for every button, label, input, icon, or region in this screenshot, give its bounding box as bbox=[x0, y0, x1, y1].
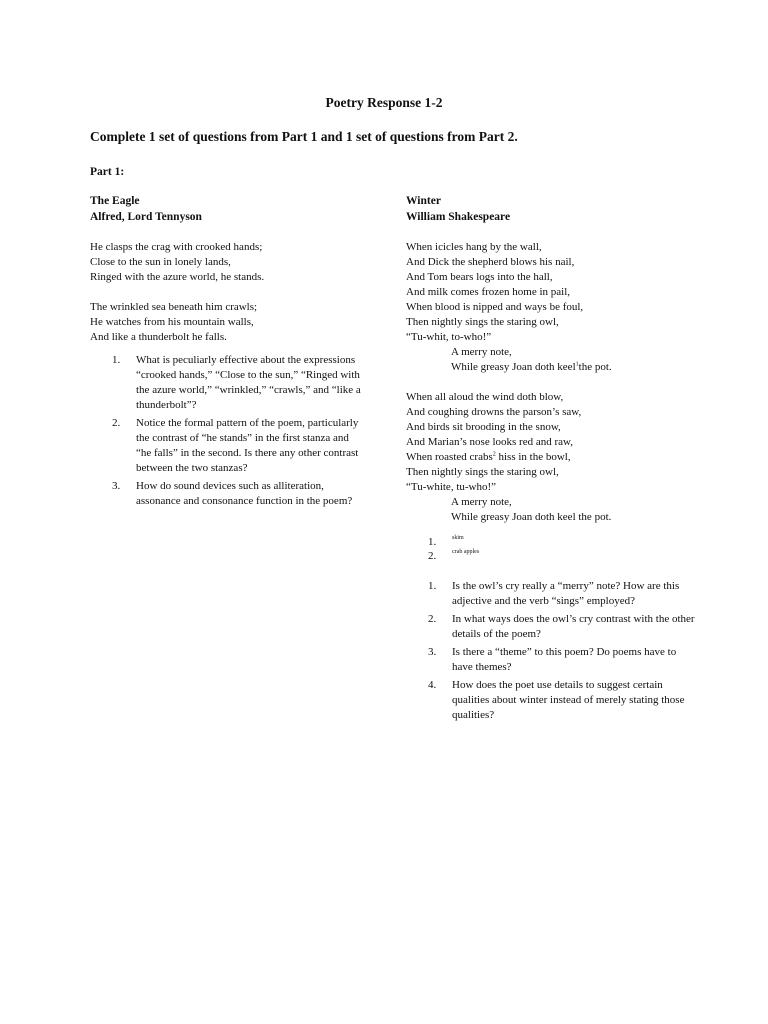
poem-line: Close to the sun in lonely lands, bbox=[90, 256, 231, 268]
poem-line: He clasps the crag with crooked hands; bbox=[90, 241, 263, 253]
footnote bbox=[406, 549, 696, 563]
footnote-marker: 2 bbox=[492, 451, 496, 458]
eagle-column bbox=[90, 193, 380, 512]
poem-line: When blood is nipped and ways be foul, bbox=[406, 301, 584, 313]
question-text: What is peculiarly effective about the expressions “crooked hands,” “Close to the sun,” “Ringed with the azure world,” “wrinkled,” “crawls,” and “like a thunderbolt”? bbox=[136, 354, 361, 411]
footnote bbox=[406, 535, 696, 549]
question-item bbox=[406, 612, 696, 642]
poem-title-eagle: The Eagle bbox=[90, 195, 140, 207]
question-item bbox=[90, 416, 362, 476]
poem-line: And milk comes frozen home in pail, bbox=[406, 286, 571, 298]
poem-line: And like a thunderbolt he falls. bbox=[90, 331, 227, 343]
poem-line: Then nightly sings the staring owl, bbox=[406, 466, 559, 478]
poem-line: Then nightly sings the staring owl, bbox=[406, 316, 559, 328]
question-text: In what ways does the owl’s cry contrast with the other details of the poem? bbox=[452, 613, 695, 640]
poem-line-text: While greasy Joan doth keel bbox=[451, 361, 576, 373]
instructions: Complete 1 set of questions from Part 1 and 1 set of questions from Part 2. bbox=[90, 129, 518, 144]
poem-author-winter: William Shakespeare bbox=[406, 211, 511, 223]
footnote-number: 2. bbox=[428, 550, 437, 562]
poem-line: The wrinkled sea beneath him crawls; bbox=[90, 301, 258, 313]
eagle-stanza-2 bbox=[90, 300, 380, 345]
poem-line: He watches from his mountain walls, bbox=[90, 316, 254, 328]
footnotes bbox=[406, 535, 696, 563]
poem-line-indented: A merry note, bbox=[451, 496, 512, 508]
poem-line-text: When roasted crabs bbox=[406, 451, 493, 463]
winter-stanza-1 bbox=[406, 240, 696, 375]
footnote-number: 1. bbox=[428, 536, 437, 548]
poem-line: “Tu-whit, to-who!” bbox=[406, 331, 492, 343]
poem-line: And Dick the shepherd blows his nail, bbox=[406, 256, 575, 268]
eagle-stanza-1 bbox=[90, 240, 380, 285]
footnote-text: skim bbox=[452, 535, 464, 541]
poem-line: And birds sit brooding in the snow, bbox=[406, 421, 561, 433]
poem-line-indented bbox=[406, 360, 696, 375]
question-text: Notice the formal pattern of the poem, particularly the contrast of “he stands” in the first stanza and “he falls” in the second. Is there any other contrast between the two stanzas? bbox=[136, 417, 359, 474]
question-number: 1. bbox=[428, 580, 437, 592]
question-text: Is the owl’s cry really a “merry” note? How are this adjective and the verb “sings” employed? bbox=[452, 580, 680, 607]
poem-line-indented: While greasy Joan doth keel the pot. bbox=[451, 511, 612, 523]
question-item bbox=[90, 353, 362, 413]
poem-line: When icicles hang by the wall, bbox=[406, 241, 542, 253]
question-number: 1. bbox=[112, 354, 121, 366]
question-text: How does the poet use details to suggest certain qualities about winter instead of merely stating those qualities? bbox=[452, 679, 685, 721]
question-number: 2. bbox=[112, 417, 121, 429]
footnote-text: crab apples bbox=[452, 549, 480, 555]
question-item bbox=[90, 479, 362, 509]
poem-line: Ringed with the azure world, he stands. bbox=[90, 271, 265, 283]
question-text: Is there a “theme” to this poem? Do poems have to have themes? bbox=[452, 646, 677, 673]
poem-line: “Tu-white, tu-who!” bbox=[406, 481, 497, 493]
winter-column bbox=[406, 193, 696, 726]
page-title: Poetry Response 1-2 bbox=[325, 95, 443, 110]
poem-title-winter: Winter bbox=[406, 195, 441, 207]
part-label: Part 1: bbox=[90, 166, 125, 178]
poem-line-text: hiss in the bowl, bbox=[495, 451, 571, 463]
winter-stanza-2 bbox=[406, 390, 696, 525]
question-item bbox=[406, 579, 696, 609]
poem-author-eagle: Alfred, Lord Tennyson bbox=[90, 211, 202, 223]
poem-line: And Tom bears logs into the hall, bbox=[406, 271, 553, 283]
poem-line-text: the pot. bbox=[578, 361, 612, 373]
winter-questions bbox=[406, 579, 696, 723]
question-number: 2. bbox=[428, 613, 437, 625]
poem-line: When all aloud the wind doth blow, bbox=[406, 391, 564, 403]
question-item bbox=[406, 645, 696, 675]
question-number: 3. bbox=[112, 480, 121, 492]
poem-line-indented: A merry note, bbox=[451, 346, 512, 358]
question-number: 4. bbox=[428, 679, 437, 691]
eagle-questions bbox=[90, 353, 362, 509]
poem-line bbox=[406, 450, 696, 465]
poem-line: And Marian’s nose looks red and raw, bbox=[406, 436, 573, 448]
question-text: How do sound devices such as alliteration, assonance and consonance function in the poem? bbox=[136, 480, 353, 507]
poem-line: And coughing drowns the parson’s saw, bbox=[406, 406, 582, 418]
question-number: 3. bbox=[428, 646, 437, 658]
footnote-marker: 1 bbox=[575, 361, 579, 368]
question-item bbox=[406, 678, 696, 723]
